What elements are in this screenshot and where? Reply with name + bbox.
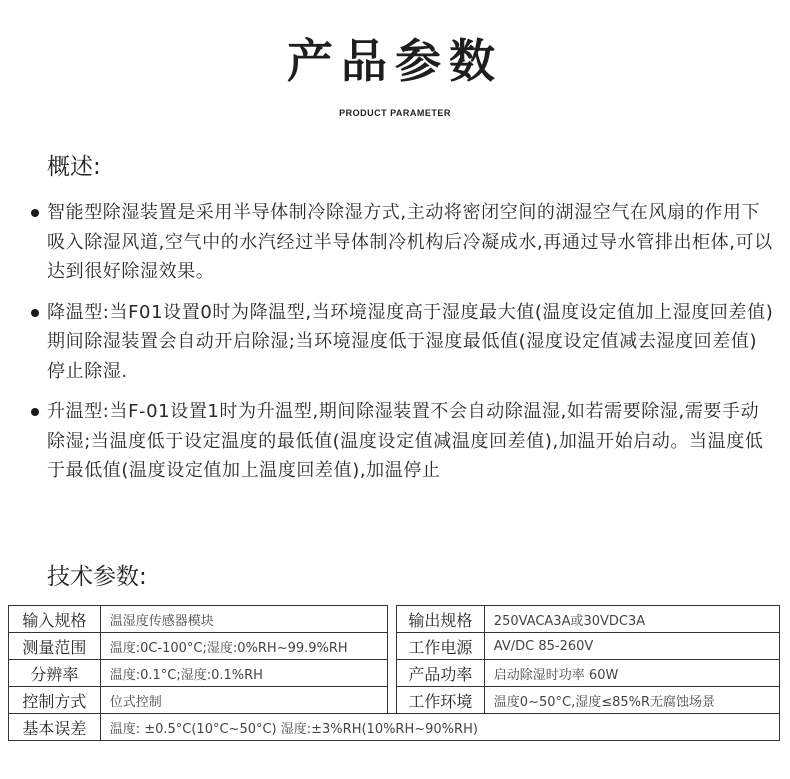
spec-table (8, 605, 780, 741)
overview-heading: 概述: (47, 154, 101, 180)
list-item-text: 智能型除湿装置是采用半导体制冷除湿方式,主动将密闭空间的湖湿空气在风扇的作用下吸入除湿风道,空气中的水汽经过半导体制冷机构后冷凝成水,再通过导水管排出柜体,可以达到很好除湿效果。 (47, 202, 773, 282)
table-row (9, 606, 780, 633)
spec-value: 启动除湿时功率 60W (484, 660, 779, 687)
spec-label: 工作环境 (397, 687, 485, 714)
spec-value: 位式控制 (100, 687, 387, 714)
spec-label: 基本误差 (9, 714, 101, 741)
overview-list (30, 198, 775, 497)
spec-value: 温度:0.1°C;湿度:0.1%RH (100, 660, 387, 687)
spec-label: 产品功率 (397, 660, 485, 687)
bullet-dot-icon (31, 408, 39, 416)
bullet-dot-icon (31, 209, 39, 217)
table-row (9, 660, 780, 687)
list-item (30, 198, 775, 287)
spec-value: 温度0~50°C,湿度≤85%R无腐蚀场景 (484, 687, 779, 714)
column-gap (388, 687, 397, 714)
spec-value: 温度:0C-100°C;湿度:0%RH~99.9%RH (100, 633, 387, 660)
bullet-dot-icon (31, 309, 39, 317)
column-gap (388, 660, 397, 687)
list-item-text: 降温型:当F01设置0时为降温型,当环境湿度高于湿度最大值(温度设定值加上湿度回差值)期间除湿装置会自动开启除湿;当环境湿度低于湿度最低值(湿度设定值减去湿度回差值)停止除湿. (47, 301, 774, 382)
list-item (30, 298, 775, 387)
spec-value: 温度: ±0.5°C(10°C~50°C) 湿度:±3%RH(10%RH~90%RH) (100, 714, 779, 741)
list-item (30, 397, 775, 486)
column-gap (388, 606, 397, 633)
spec-value: AV/DC 85-260V (484, 633, 779, 660)
table-row (9, 633, 780, 660)
spec-label: 输入规格 (9, 606, 101, 633)
page-title: 产品参数 (287, 34, 503, 88)
spec-label: 输出规格 (397, 606, 485, 633)
page-subtitle: PRODUCT PARAMETER (339, 108, 451, 118)
spec-label: 控制方式 (9, 687, 101, 714)
spec-label: 工作电源 (397, 633, 485, 660)
spec-value: 250VACA3A或30VDC3A (484, 606, 779, 633)
specs-heading: 技术参数: (47, 564, 147, 590)
spec-value: 温湿度传感器模块 (100, 606, 387, 633)
spec-label: 分辨率 (9, 660, 101, 687)
column-gap (388, 633, 397, 660)
table-row (9, 714, 780, 741)
spec-label: 测量范围 (9, 633, 101, 660)
list-item-text: 升温型:当F-01设置1时为升温型,期间除湿装置不会自动除温湿,如若需要除湿,需要手动除湿;当温度低于设定温度的最低值(温度设定值减温度回差值),加温开始启动。当温度低于最低值(温度设定值加上温度回差值),加温停止 (47, 401, 764, 481)
table-row (9, 687, 780, 714)
